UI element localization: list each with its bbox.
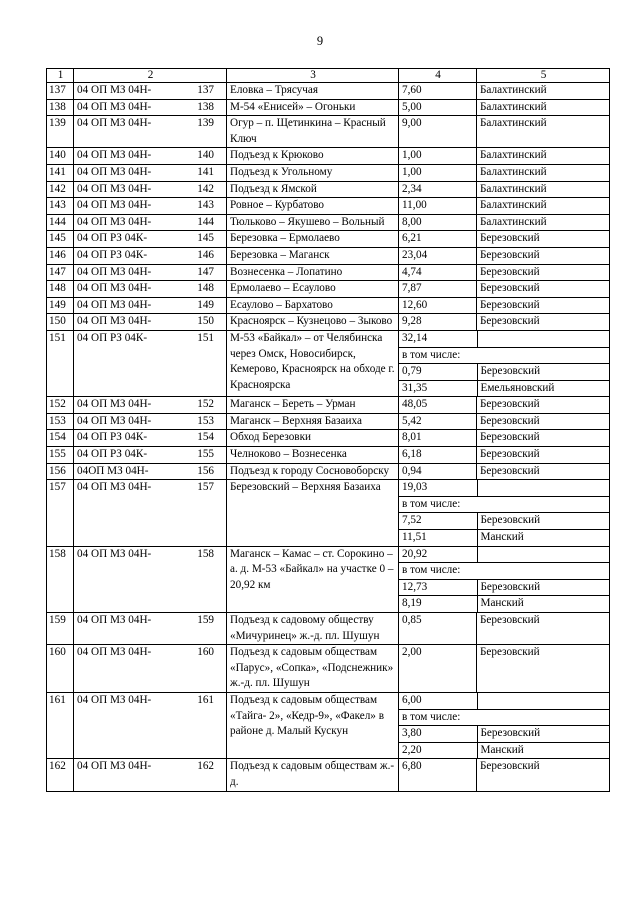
column-header: 3 [227, 69, 399, 83]
district: Березовский [477, 645, 610, 693]
road-length: 9,00 [399, 116, 477, 148]
table-row [47, 198, 610, 215]
table-row [47, 99, 610, 116]
road-name: М-53 «Байкал» – от Челябинска через Омск, Новосибирск, Кемерово, Красноярск на обходе г. Красноярска [227, 330, 399, 396]
table-row [47, 164, 610, 181]
road-length: 9,28 [399, 314, 477, 331]
road-code: 04 ОП МЗ 04Н- [77, 117, 152, 130]
table-row [47, 148, 610, 165]
part-length: 12,73 [399, 579, 477, 596]
road-index: 154 [197, 431, 214, 444]
road-code-cell [74, 759, 227, 791]
part-district: Емельяновский [477, 380, 610, 396]
road-index: 158 [197, 547, 214, 560]
part-length: 11,51 [399, 530, 477, 546]
breakdown-table [399, 331, 610, 396]
road-name: Маганск – Береть – Урман [227, 397, 399, 414]
road-name: Подъезд к Крюково [227, 148, 399, 165]
row-number: 143 [47, 198, 74, 215]
part-district: Манский [477, 596, 610, 612]
road-index: 145 [197, 232, 214, 245]
length-breakdown [399, 480, 610, 546]
road-code: 04 ОП МЗ 04Н- [77, 547, 152, 560]
road-index: 143 [197, 199, 214, 212]
district: Березовский [477, 231, 610, 248]
total-length: 6,00 [399, 693, 477, 709]
total-length: 19,03 [399, 480, 477, 496]
row-number: 141 [47, 164, 74, 181]
road-code-cell [74, 613, 227, 645]
road-code-cell [74, 397, 227, 414]
road-code: 04ОП МЗ 04Н- [77, 464, 149, 477]
row-number: 151 [47, 330, 74, 396]
road-length: 5,00 [399, 99, 477, 116]
road-name: Маганск – Камас – ст. Сорокино – а. д. М-53 «Байкал» на участке 0 – 20,92 км [227, 546, 399, 612]
breakdown-table [399, 547, 610, 612]
row-number: 148 [47, 281, 74, 298]
row-number: 159 [47, 613, 74, 645]
row-number: 158 [47, 546, 74, 612]
road-code: 04 ОП МЗ 04Н- [77, 100, 152, 113]
district: Березовский [477, 281, 610, 298]
road-name: Подъезд к садовым обществам «Парус», «Сопка», «Подснежник» ж.-д. пл. Шушун [227, 645, 399, 693]
road-name: Огур – п. Щетинкина – Красный Ключ [227, 116, 399, 148]
road-length: 2,34 [399, 181, 477, 198]
road-name: Березовка – Ермолаево [227, 231, 399, 248]
district: Березовский [477, 247, 610, 264]
part-district: Березовский [477, 513, 610, 530]
road-index: 150 [197, 315, 214, 328]
road-code: 04 ОП РЗ 04К- [77, 431, 148, 444]
table-row [47, 447, 610, 464]
road-name: Подъезд к Угольному [227, 164, 399, 181]
part-district: Манский [477, 742, 610, 758]
road-index: 142 [197, 182, 214, 195]
road-index: 155 [197, 448, 214, 461]
road-code: 04 ОП МЗ 04Н- [77, 265, 152, 278]
row-number: 153 [47, 413, 74, 430]
road-length: 2,00 [399, 645, 477, 693]
row-number: 139 [47, 116, 74, 148]
road-code: 04 ОП МЗ 04Н- [77, 398, 152, 411]
road-code: 04 ОП МЗ 04Н- [77, 199, 152, 212]
road-name: Подъезд к Ямской [227, 181, 399, 198]
road-code-cell [74, 314, 227, 331]
road-code-cell [74, 413, 227, 430]
road-length: 6,21 [399, 231, 477, 248]
row-number: 161 [47, 692, 74, 758]
road-code: 04 ОП МЗ 04Н- [77, 481, 152, 494]
part-length: 31,35 [399, 380, 477, 396]
total-length: 32,14 [399, 331, 477, 347]
road-name: Березовский – Верхняя Базаиха [227, 480, 399, 546]
row-number: 144 [47, 214, 74, 231]
district: Балахтинский [477, 214, 610, 231]
breakdown-table [399, 480, 610, 545]
road-code-cell [74, 264, 227, 281]
table-row [47, 759, 610, 791]
including-label: в том числе: [399, 347, 610, 364]
table-row [47, 430, 610, 447]
road-code-cell [74, 198, 227, 215]
row-number: 146 [47, 247, 74, 264]
road-length: 8,00 [399, 214, 477, 231]
page-number: 9 [316, 34, 324, 48]
road-code: 04 ОП МЗ 04Н- [77, 646, 152, 659]
road-name: Подъезд к садовым обществам «Тайга- 2», «Кедр-9», «Факел» в районе д. Малый Кускун [227, 692, 399, 758]
part-district: Березовский [477, 579, 610, 596]
road-name: М-54 «Енисей» – Огоньки [227, 99, 399, 116]
road-code: 04 ОП МЗ 04Н- [77, 84, 152, 96]
road-code: 04 ОП РЗ 04К- [77, 248, 148, 261]
column-header: 5 [477, 69, 610, 83]
road-name: Вознесенка – Лопатино [227, 264, 399, 281]
district: Березовский [477, 413, 610, 430]
blank-cell [477, 547, 610, 563]
road-length: 5,42 [399, 413, 477, 430]
table-row [47, 247, 610, 264]
road-index: 149 [197, 298, 214, 311]
road-index: 156 [197, 464, 214, 477]
district: Березовский [477, 447, 610, 464]
table-row [47, 413, 610, 430]
district: Балахтинский [477, 198, 610, 215]
road-index: 160 [197, 646, 214, 659]
road-index: 138 [197, 100, 214, 113]
blank-cell [477, 693, 610, 709]
row-number: 157 [47, 480, 74, 546]
including-label: в том числе: [399, 496, 610, 513]
table-row [47, 231, 610, 248]
road-length: 4,74 [399, 264, 477, 281]
road-code-cell [74, 692, 227, 758]
road-index: 137 [197, 84, 214, 96]
road-index: 161 [197, 693, 214, 706]
table-row [47, 692, 610, 758]
road-code-cell [74, 181, 227, 198]
road-code-cell [74, 148, 227, 165]
road-name: Красноярск – Кузнецово – Зыково [227, 314, 399, 331]
roads-table [46, 68, 610, 792]
blank-cell [477, 331, 610, 347]
road-length: 7,60 [399, 83, 477, 100]
road-code-cell [74, 83, 227, 100]
table-row [47, 281, 610, 298]
road-code-cell [74, 330, 227, 396]
road-code: 04 ОП МЗ 04Н- [77, 165, 152, 178]
part-length: 2,20 [399, 742, 477, 758]
road-code: 04 ОП МЗ 04Н- [77, 414, 152, 427]
road-code: 04 ОП РЗ 04К- [77, 232, 148, 245]
column-header: 4 [399, 69, 477, 83]
row-number: 152 [47, 397, 74, 414]
table-row [47, 83, 610, 100]
road-code-cell [74, 430, 227, 447]
district: Балахтинский [477, 83, 610, 100]
table-row [47, 613, 610, 645]
length-breakdown [399, 692, 610, 758]
road-length: 8,01 [399, 430, 477, 447]
part-length: 7,52 [399, 513, 477, 530]
part-district: Березовский [477, 726, 610, 743]
road-code-cell [74, 116, 227, 148]
district: Березовский [477, 430, 610, 447]
road-name: Обход Березовки [227, 430, 399, 447]
including-label: в том числе: [399, 563, 610, 580]
road-length: 0,94 [399, 463, 477, 480]
road-length: 23,04 [399, 247, 477, 264]
road-length: 1,00 [399, 148, 477, 165]
total-length: 20,92 [399, 547, 477, 563]
district: Балахтинский [477, 99, 610, 116]
road-index: 144 [197, 215, 214, 228]
table-row [47, 264, 610, 281]
column-header: 1 [47, 69, 74, 83]
road-code-cell [74, 231, 227, 248]
road-name: Маганск – Верхняя Базаиха [227, 413, 399, 430]
road-length: 1,00 [399, 164, 477, 181]
column-header: 2 [74, 69, 227, 83]
road-name: Подъезд к садовому обществу «Мичуринец» ж.-д. пл. Шушун [227, 613, 399, 645]
road-length: 6,80 [399, 759, 477, 791]
road-length: 48,05 [399, 397, 477, 414]
row-number: 145 [47, 231, 74, 248]
district: Балахтинский [477, 181, 610, 198]
road-index: 141 [197, 165, 214, 178]
road-code: 04 ОП МЗ 04Н- [77, 282, 152, 295]
district: Березовский [477, 297, 610, 314]
road-length: 0,85 [399, 613, 477, 645]
table-row [47, 297, 610, 314]
row-number: 154 [47, 430, 74, 447]
table-row [47, 463, 610, 480]
row-number: 155 [47, 447, 74, 464]
road-name: Ровное – Курбатово [227, 198, 399, 215]
header-row [47, 69, 610, 83]
road-code: 04 ОП МЗ 04Н- [77, 182, 152, 195]
road-code-cell [74, 463, 227, 480]
road-code: 04 ОП МЗ 04Н- [77, 315, 152, 328]
road-index: 153 [197, 414, 214, 427]
road-name: Ермолаево – Есаулово [227, 281, 399, 298]
part-district: Манский [477, 530, 610, 546]
road-name: Березовка – Маганск [227, 247, 399, 264]
road-code: 04 ОП МЗ 04Н- [77, 298, 152, 311]
road-code: 04 ОП МЗ 04Н- [77, 760, 152, 773]
road-index: 151 [197, 331, 214, 344]
road-index: 162 [197, 760, 214, 773]
district: Березовский [477, 613, 610, 645]
part-length: 8,19 [399, 596, 477, 612]
row-number: 137 [47, 83, 74, 100]
row-number: 140 [47, 148, 74, 165]
including-label: в том числе: [399, 709, 610, 726]
road-code-cell [74, 297, 227, 314]
district: Березовский [477, 314, 610, 331]
road-code-cell [74, 480, 227, 546]
road-code: 04 ОП РЗ 04К- [77, 331, 148, 344]
road-code: 04 ОП МЗ 04Н- [77, 149, 152, 162]
road-index: 152 [197, 398, 214, 411]
road-code-cell [74, 281, 227, 298]
road-index: 139 [197, 117, 214, 130]
district: Березовский [477, 463, 610, 480]
table-row [47, 214, 610, 231]
road-name: Челноково – Вознесенка [227, 447, 399, 464]
district: Балахтинский [477, 116, 610, 148]
table-row [47, 314, 610, 331]
road-length: 11,00 [399, 198, 477, 215]
road-index: 159 [197, 614, 214, 626]
district: Балахтинский [477, 164, 610, 181]
road-code-cell [74, 214, 227, 231]
road-code: 04 ОП РЗ 04К- [77, 448, 148, 461]
road-length: 7,87 [399, 281, 477, 298]
row-number: 149 [47, 297, 74, 314]
road-index: 140 [197, 149, 214, 162]
district: Березовский [477, 397, 610, 414]
road-name: Есаулово – Бархатово [227, 297, 399, 314]
road-index: 148 [197, 282, 214, 295]
part-length: 3,80 [399, 726, 477, 743]
road-code-cell [74, 164, 227, 181]
table-row [47, 181, 610, 198]
road-length: 6,18 [399, 447, 477, 464]
table-row [47, 645, 610, 693]
row-number: 142 [47, 181, 74, 198]
table-row [47, 330, 610, 396]
road-index: 146 [197, 248, 214, 261]
table-row [47, 116, 610, 148]
road-name: Подъезд к городу Сосновоборску [227, 463, 399, 480]
road-code-cell [74, 99, 227, 116]
row-number: 147 [47, 264, 74, 281]
road-length: 12,60 [399, 297, 477, 314]
part-district: Березовский [477, 364, 610, 381]
district: Березовский [477, 759, 610, 791]
road-code: 04 ОП МЗ 04Н- [77, 215, 152, 228]
table-row [47, 397, 610, 414]
road-code-cell [74, 546, 227, 612]
road-name: Подъезд к садовым обществам ж.-д. [227, 759, 399, 791]
road-index: 147 [197, 265, 214, 278]
road-code: 04 ОП МЗ 04Н- [77, 693, 152, 706]
row-number: 156 [47, 463, 74, 480]
row-number: 138 [47, 99, 74, 116]
length-breakdown [399, 330, 610, 396]
row-number: 150 [47, 314, 74, 331]
blank-cell [477, 480, 610, 496]
part-length: 0,79 [399, 364, 477, 381]
district: Балахтинский [477, 148, 610, 165]
road-name: Еловка – Трясучая [227, 83, 399, 100]
length-breakdown [399, 546, 610, 612]
district: Березовский [477, 264, 610, 281]
road-name: Тюльково – Якушево – Вольный [227, 214, 399, 231]
road-code-cell [74, 447, 227, 464]
road-index: 157 [197, 481, 214, 494]
row-number: 160 [47, 645, 74, 693]
table-row [47, 546, 610, 612]
road-code-cell [74, 247, 227, 264]
breakdown-table [399, 693, 610, 758]
road-code-cell [74, 645, 227, 693]
table-row [47, 480, 610, 546]
row-number: 162 [47, 759, 74, 791]
road-code: 04 ОП МЗ 04Н- [77, 614, 152, 626]
